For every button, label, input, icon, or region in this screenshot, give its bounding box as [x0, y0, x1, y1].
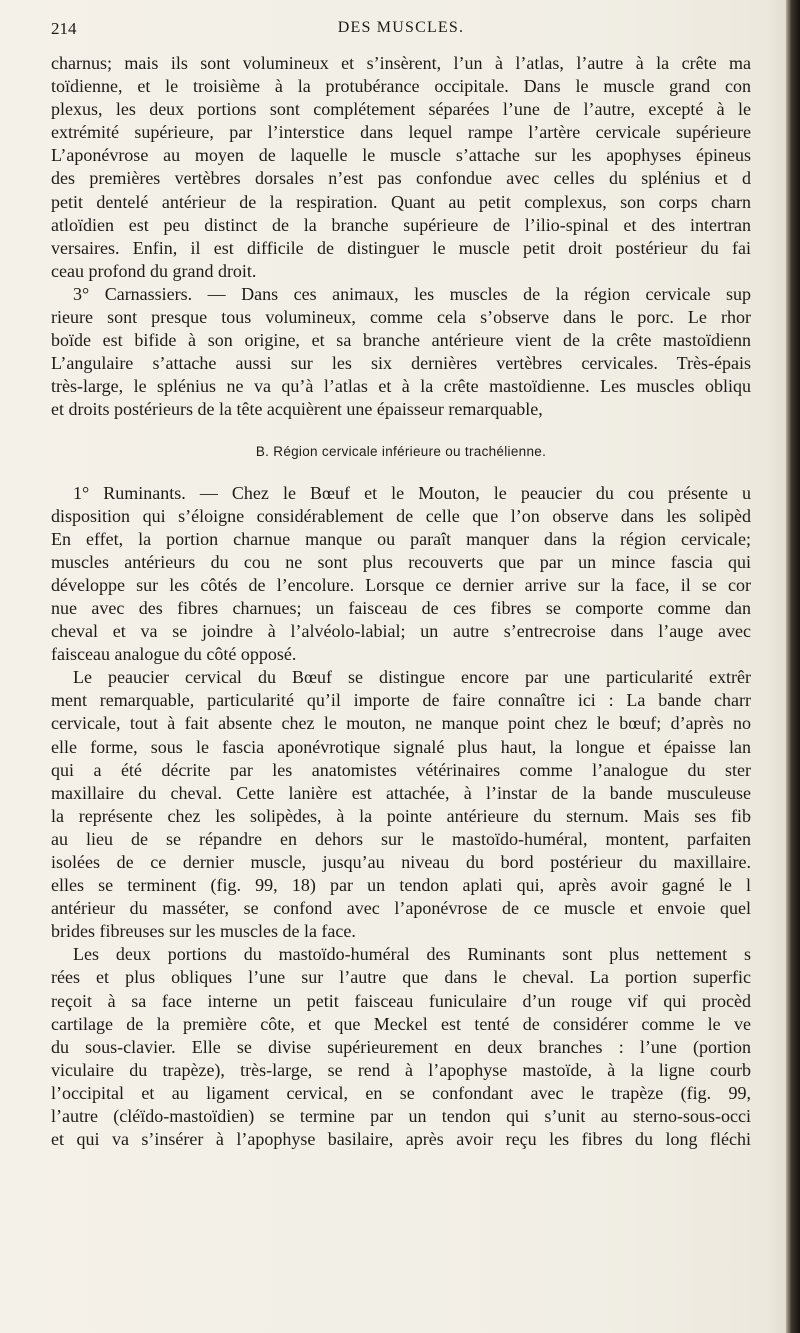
text-line: petit dentelé antérieur de la respiration. Quant au petit complexus, son corps charn — [51, 191, 751, 212]
text-line: Le peaucier cervical du Bœuf se distingue encore par une particularité extrêr — [73, 667, 751, 688]
text-line: L’angulaire s’attache aussi sur les six dernières vertèbres cervicales. Très-épais — [51, 353, 751, 374]
text-line: l’occipital et au ligament cervical, en se confondant avec le trapèze (fig. 99, — [51, 1082, 751, 1103]
text-line: charnus; mais ils sont volumineux et s’insèrent, l’un à l’atlas, l’autre à la crête ma — [51, 53, 751, 73]
text-line: elles se terminent (fig. 99, 18) par un tendon aplati qui, après avoir gagné le l — [51, 875, 751, 896]
text-line: ment remarquable, particularité qu’il importe de faire connaître ici : La bande charr — [51, 690, 751, 711]
text-line: versaires. Enfin, il est difficile de distinguer le muscle petit droit postérieur du fai — [51, 237, 751, 258]
text-line: L’aponévrose au moyen de laquelle le muscle s’attache sur les apophyses épineus — [51, 145, 751, 166]
text-line: antérieur du masséter, se confond avec l’aponévrose de ce muscle et envoie quel — [51, 898, 751, 919]
text-line: nue avec des fibres charnues; un faisceau de ces fibres se comporte comme dan — [51, 597, 751, 618]
text-line: maxillaire du cheval. Cette lanière est attachée, à l’instar de la bande musculeuse — [51, 782, 751, 803]
text-line: rieure sont presque tous volumineux, comme cela s’observe dans le porc. Le rhor — [51, 307, 751, 328]
text-line: la représente chez les solipèdes, à la pointe antérieure du sternum. Mais ses fib — [51, 805, 751, 826]
text-line: très-large, le splénius ne va qu’à l’atlas et à la crête mastoïdienne. Les muscles obliqu — [51, 376, 751, 397]
text-line: reçoit à sa face interne un petit faisceau funiculaire d’un rouge vif qui procèd — [51, 990, 751, 1011]
text-line: toïdienne, et le troisième à la protubérance occipitale. Dans le muscle grand con — [51, 76, 751, 97]
text-line: développe sur les côtés de l’encolure. Lorsque ce dernier arrive sur la face, il se cor — [51, 574, 751, 595]
text-line: boïde est bifide à son origine, et sa branche antérieure vient de la crête mastoïdienn — [51, 330, 751, 351]
text-line: cervicale, tout à fait absente chez le mouton, ne manque point chez le bœuf; d’après no — [51, 713, 751, 734]
text-line: disposition qui s’éloigne considérablement de celle que l’on observe dans les solipèd — [51, 505, 751, 526]
page-number: 214 — [51, 19, 77, 38]
section-subheading: B. Région cervicale inférieure ou trachélienne. — [255, 443, 547, 459]
text-line: isolées de ce dernier muscle, jusqu’au niveau du bord postérieur du maxillaire. — [51, 852, 751, 872]
text-line: ceau profond du grand droit. — [51, 260, 257, 281]
text-line: rées et plus obliques l’une sur l’autre que dans le cheval. La portion superfic — [51, 967, 751, 988]
text-line: et qui va s’insérer à l’apophyse basilaire, après avoir reçu les fibres du long fléchi — [51, 1129, 751, 1150]
text-line: 3° Carnassiers. — Dans ces animaux, les muscles de la région cervicale sup — [73, 283, 751, 304]
text-line: plexus, les deux portions sont complétement séparées l’une de l’autre, excepté à le — [51, 99, 751, 120]
text-line: des premières vertèbres dorsales n’est pas confondue avec celles du splénius et d — [51, 168, 751, 189]
body-text — [51, 52, 751, 1151]
text-line: et droits postérieurs de la tête acquièrent une épaisseur remarquable, — [51, 399, 543, 420]
page-binding-edge — [786, 0, 800, 1333]
text-line: Les deux portions du mastoïdo-huméral des Ruminants sont plus nettement s — [73, 944, 751, 965]
text-line: brides fibreuses sur les muscles de la face. — [51, 921, 356, 942]
page-header — [51, 19, 751, 49]
text-line: cartilage de la première côte, et que Meckel est tenté de considérer comme le ve — [51, 1013, 751, 1034]
text-line: viculaire du trapèze), très-large, se rend à l’apophyse mastoïde, à la ligne courb — [51, 1059, 751, 1080]
text-line: muscles antérieurs du cou ne sont plus recouverts que par un mince fascia qui — [51, 551, 751, 572]
text-line: elle forme, sous le fascia aponévrotique signalé plus haut, la longue et épaisse lan — [51, 736, 751, 757]
running-head: DES MUSCLES. — [337, 19, 465, 36]
text-line: l’autre (cléïdo-mastoïdien) se termine par un tendon qui s’unit au sterno-sous-occi — [51, 1106, 751, 1127]
text-line: En effet, la portion charnue manque ou paraît manquer dans la région cervicale; — [51, 528, 751, 549]
text-line: 1° Ruminants. — Chez le Bœuf et le Mouton, le peaucier du cou présente u — [73, 482, 751, 503]
text-line: du sous-clavier. Elle se divise supérieurement en deux branches : l’une (portion — [51, 1036, 751, 1057]
text-line: au lieu de se répandre en dehors sur le mastoïdo-huméral, montent, parfaiten — [51, 828, 751, 849]
text-line: qui a été décrite par les anatomistes vétérinaires comme l’analogue du ster — [51, 759, 751, 780]
text-line: extrémité supérieure, par l’interstice dans lequel rampe l’artère cervicale supérieure — [51, 122, 751, 143]
text-line: faisceau analogue du côté opposé. — [51, 644, 297, 665]
text-line: cheval et va se joindre à l’alvéolo-labial; un autre s’entrecroise dans l’auge avec — [51, 621, 751, 642]
text-line: atloïdien est peu distinct de la branche supérieure de l’ilio-spinal et des intertran — [51, 214, 751, 235]
